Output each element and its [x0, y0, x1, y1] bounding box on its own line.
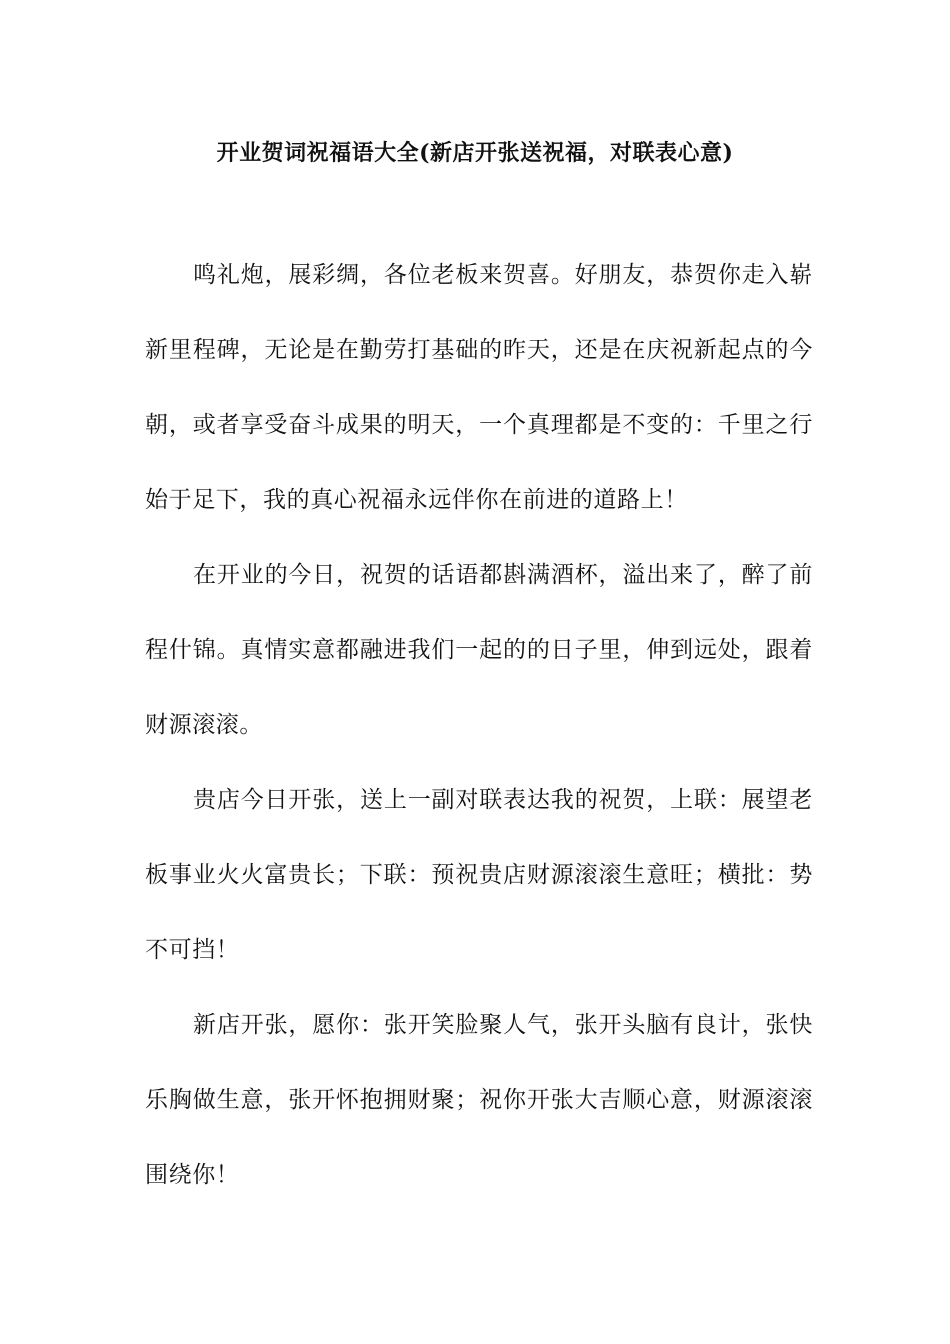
- paragraph-couplet: 贵店今日开张，送上一副对联表达我的祝贺，上联：展望老板事业火火富贵长；下联：预祝贵店财源滚滚生意旺；横批：势不可挡！: [145, 787, 813, 963]
- paragraph-opening-day-toast: 在开业的今日，祝贺的话语都斟满酒杯，溢出来了，醉了前程什锦。真情实意都融进我们一起的的日子里，伸到远处，跟着财源滚滚。: [145, 562, 813, 738]
- paragraph-opening-firecrackers: 鸣礼炮，展彩绸，各位老板来贺喜。好朋友，恭贺你走入崭新里程碑，无论是在勤劳打基础的昨天，还是在庆祝新起点的今朝，或者享受奋斗成果的明天，一个真理都是不变的：千里之行始于足下，我的真心祝福永远伴你在前进的道路上！: [145, 262, 813, 513]
- document-title: 开业贺词祝福语大全(新店开张送祝福，对联表心意): [216, 140, 734, 166]
- paragraph-new-store-wishes: 新店开张，愿你：张开笑脸聚人气，张开头脑有良计，张快乐胸做生意，张开怀抱拥财聚；祝你开张大吉顺心意，财源滚滚围绕你！: [145, 1012, 813, 1188]
